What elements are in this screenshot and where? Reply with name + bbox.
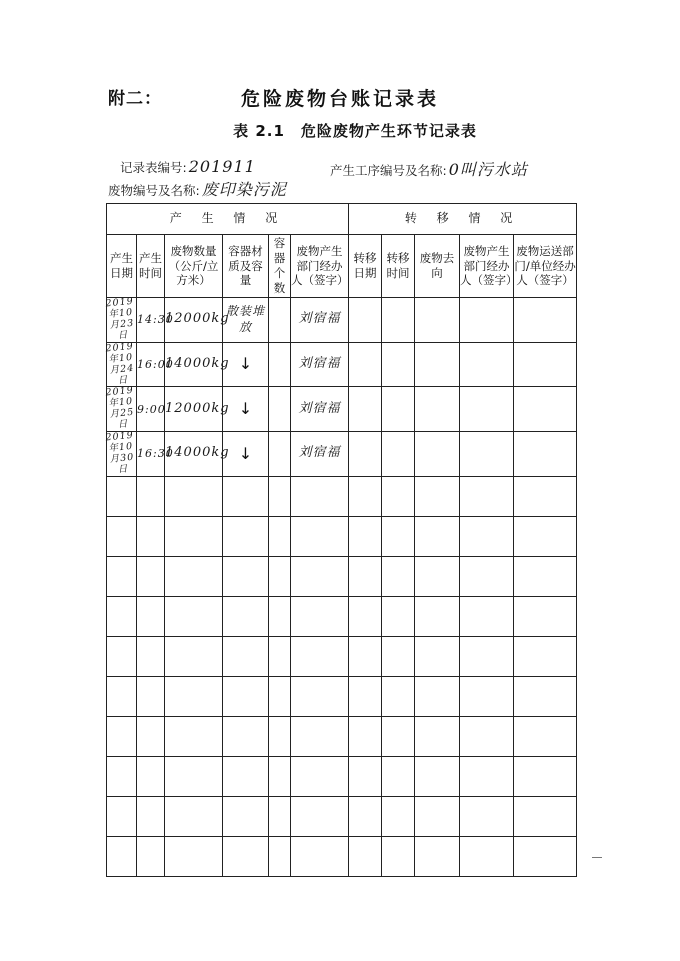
gen-time-cell: 14:30 [137,298,165,343]
empty-cell [291,516,349,556]
empty-cell [514,342,577,387]
empty-cell [349,836,382,876]
empty-cell [382,516,415,556]
empty-cell [349,796,382,836]
down-arrow-icon: ↓ [238,398,253,418]
empty-cell [107,476,137,516]
empty-cell [349,342,382,387]
table-row [107,756,577,796]
col-header-gen-signer: 废物产生部门经办人（签字） [291,235,349,298]
empty-cell [460,756,514,796]
col-header-transfer-date: 转移日期 [349,235,382,298]
empty-cell [382,432,415,477]
empty-cell [415,342,460,387]
empty-cell [291,796,349,836]
empty-cell [415,556,460,596]
empty-cell [460,596,514,636]
empty-cell [165,836,223,876]
empty-cell [269,796,291,836]
col-header-transfer-gen-signer: 废物产生部门经办人（签字） [460,235,514,298]
empty-cell [514,676,577,716]
empty-cell [349,432,382,477]
col-header-transport-signer: 废物运送部门/单位经办人（签字） [514,235,577,298]
col-header-transfer-time: 转移时间 [382,235,415,298]
empty-cell [223,756,269,796]
empty-cell [137,716,165,756]
col-header-count: 容器个数 [269,235,291,298]
empty-cell [415,516,460,556]
empty-cell [460,432,514,477]
empty-cell [165,716,223,756]
transfer-group-header: 转 移 情 况 [349,204,577,235]
empty-cell [137,556,165,596]
empty-cell [460,476,514,516]
table-row [107,298,577,343]
appendix-label: 附二： [108,89,162,109]
empty-cell [269,636,291,676]
empty-cell [460,676,514,716]
empty-cell [107,556,137,596]
table-row [107,432,577,477]
empty-cell [349,756,382,796]
empty-cell [349,476,382,516]
empty-cell [291,716,349,756]
empty-cell [137,516,165,556]
waste-label: 废物编号及名称: [108,183,200,198]
empty-cell [382,476,415,516]
empty-cell [165,636,223,676]
table-row [107,636,577,676]
quantity-cell: 12000kg [165,298,223,343]
empty-cell [415,432,460,477]
empty-cell [223,796,269,836]
count-cell [269,387,291,432]
record-number-label: 记录表编号: [120,160,187,175]
waste-ledger-table [106,203,577,877]
empty-cell [223,636,269,676]
empty-cell [223,476,269,516]
empty-cell [514,716,577,756]
empty-cell [382,596,415,636]
table-row [107,387,577,432]
empty-cell [269,676,291,716]
empty-cell [291,756,349,796]
empty-cell [291,556,349,596]
empty-cell [107,596,137,636]
empty-cell [415,387,460,432]
signer-cell: 刘宿福 [291,342,349,387]
empty-cell [349,298,382,343]
gen-time-cell: 16:00 [137,342,165,387]
gen-date-cell: 2019年10月25日 [105,385,135,431]
empty-cell [514,387,577,432]
process-value: 0叫污水站 [448,160,528,179]
process-label: 产生工序编号及名称: [330,163,447,178]
table-row [107,596,577,636]
group-header-row [107,204,577,235]
document-title: 危险废物台账记录表 [240,88,439,110]
empty-cell [223,836,269,876]
table-row [107,796,577,836]
empty-cell [415,636,460,676]
process-field [330,157,528,180]
empty-cell [269,836,291,876]
empty-cell [269,476,291,516]
empty-cell [349,556,382,596]
empty-cell [415,796,460,836]
empty-cell [107,796,137,836]
empty-cell [269,756,291,796]
empty-cell [165,516,223,556]
table-row [107,476,577,516]
quantity-cell: 14000kg [165,342,223,387]
empty-cell [415,298,460,343]
empty-cell [165,796,223,836]
table-row [107,556,577,596]
empty-cell [460,516,514,556]
empty-cell [415,476,460,516]
empty-cell [514,476,577,516]
empty-cell [382,298,415,343]
empty-cell [291,636,349,676]
generation-group-header: 产 生 情 况 [107,204,349,235]
empty-cell [107,836,137,876]
signer-cell: 刘宿福 [291,387,349,432]
gen-time-cell: 16:30 [137,432,165,477]
quantity-cell: 12000kg [165,387,223,432]
empty-cell [223,716,269,756]
empty-cell [415,716,460,756]
column-header-row [107,235,577,298]
empty-cell [137,796,165,836]
empty-cell [165,476,223,516]
empty-cell [415,676,460,716]
empty-cell [223,676,269,716]
empty-cell [165,676,223,716]
down-arrow-icon: ↓ [238,354,253,374]
empty-cell [514,298,577,343]
empty-cell [382,836,415,876]
empty-cell [349,387,382,432]
empty-cell [382,716,415,756]
count-cell [269,298,291,343]
empty-cell [269,596,291,636]
table-row [107,516,577,556]
count-cell [269,432,291,477]
col-header-destination: 废物去向 [415,235,460,298]
scan-artifact [592,857,602,858]
empty-cell [460,387,514,432]
container-cell: 散装堆放 [223,298,269,343]
empty-cell [291,476,349,516]
empty-cell [349,636,382,676]
empty-cell [137,476,165,516]
empty-cell [460,796,514,836]
count-cell [269,342,291,387]
empty-cell [460,556,514,596]
empty-cell [514,596,577,636]
empty-cell [514,516,577,556]
empty-cell [269,556,291,596]
empty-cell [223,596,269,636]
empty-cell [107,516,137,556]
empty-cell [460,716,514,756]
empty-cell [382,387,415,432]
table-row [107,716,577,756]
empty-cell [165,756,223,796]
empty-cell [460,836,514,876]
signer-cell: 刘宿福 [291,298,349,343]
empty-cell [382,556,415,596]
col-header-container: 容器材质及容量 [223,235,269,298]
empty-cell [291,596,349,636]
empty-cell [514,756,577,796]
empty-cell [223,556,269,596]
empty-cell [165,556,223,596]
waste-field [108,177,287,200]
empty-cell [349,596,382,636]
empty-cell [514,636,577,676]
empty-cell [460,636,514,676]
empty-cell [415,756,460,796]
empty-cell [460,342,514,387]
empty-cell [137,596,165,636]
empty-cell [269,716,291,756]
empty-cell [415,596,460,636]
table-subtitle: 表 2.1 危险废物产生环节记录表 [233,122,477,140]
empty-cell [460,298,514,343]
col-header-gen-date: 产生日期 [107,235,137,298]
table-row [107,676,577,716]
empty-cell [514,432,577,477]
empty-cell [137,756,165,796]
table-row [107,342,577,387]
down-arrow-icon: ↓ [238,443,253,463]
empty-cell [107,756,137,796]
empty-cell [137,636,165,676]
empty-cell [137,836,165,876]
empty-cell [291,676,349,716]
empty-cell [514,556,577,596]
empty-cell [107,636,137,676]
empty-cell [382,796,415,836]
empty-cell [382,342,415,387]
empty-cell [269,516,291,556]
gen-date-cell: 2019年10月23日 [105,295,135,342]
empty-cell [349,516,382,556]
record-number-value: 201911 [188,157,256,176]
empty-cell [291,836,349,876]
empty-cell [165,596,223,636]
col-header-gen-time: 产生时间 [137,235,165,298]
table-row [107,836,577,876]
empty-cell [223,516,269,556]
record-number-field [120,157,256,176]
empty-cell [382,676,415,716]
empty-cell [349,676,382,716]
empty-cell [107,716,137,756]
empty-cell [382,756,415,796]
empty-cell [415,836,460,876]
gen-date-cell: 2019年10月30日 [105,429,135,476]
empty-cell [107,676,137,716]
gen-time-cell: 9:00 [137,387,165,432]
empty-cell [514,796,577,836]
quantity-cell: 14000kg [165,432,223,477]
signer-cell: 刘宿福 [291,432,349,477]
empty-cell [514,836,577,876]
col-header-quantity: 废物数量（公斤/立方米） [165,235,223,298]
empty-cell [349,716,382,756]
gen-date-cell: 2019年10月24日 [105,340,135,386]
empty-cell [382,636,415,676]
waste-value: 废印染污泥 [201,180,287,199]
empty-cell [137,676,165,716]
